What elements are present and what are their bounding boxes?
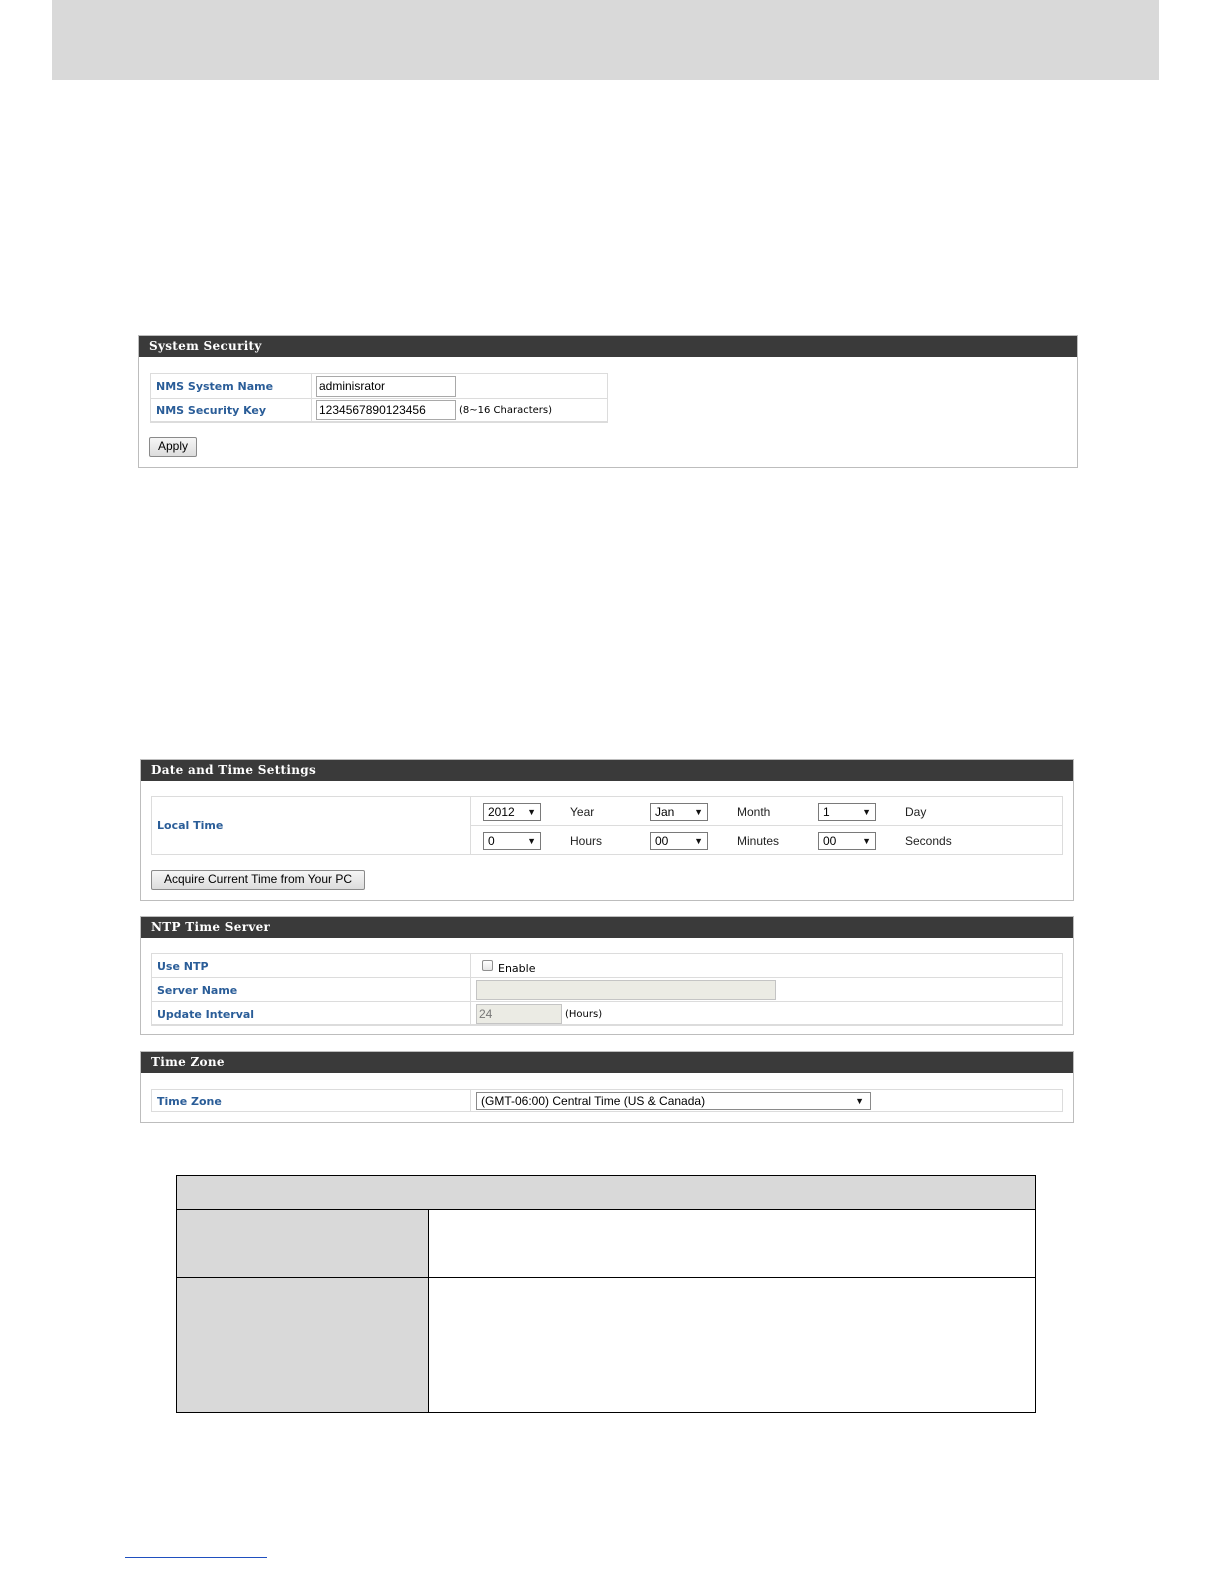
system-security-panel <box>138 335 1078 468</box>
time-zone-label: Time Zone <box>157 1095 222 1108</box>
column-divider <box>311 374 312 422</box>
use-ntp-checkbox[interactable] <box>482 960 493 971</box>
hours-value: 0 <box>488 834 495 848</box>
time-zone-value: (GMT-06:00) Central Time (US & Canada) <box>481 1094 706 1108</box>
description-text-column <box>429 1210 1035 1412</box>
day-value: 1 <box>823 805 830 819</box>
update-interval-row <box>152 1002 1062 1025</box>
enable-label: Enable <box>498 962 536 975</box>
key-length-hint: (8~16 Characters) <box>459 405 553 416</box>
chevron-down-icon: ▼ <box>862 807 871 817</box>
ntp-time-server-panel <box>140 916 1074 1035</box>
description-table-header <box>177 1176 1035 1210</box>
month-unit-label: Month <box>737 805 771 819</box>
nms-security-key-input[interactable]: 1234567890123456 <box>316 400 456 420</box>
column-divider <box>470 954 471 1025</box>
hours-select[interactable] <box>483 832 541 850</box>
nms-system-name-input[interactable]: adminisrator <box>316 376 456 397</box>
acquire-time-button[interactable]: Acquire Current Time from Your PC <box>151 870 365 890</box>
update-interval-label: Update Interval <box>157 1008 255 1021</box>
minutes-select[interactable] <box>650 832 708 850</box>
chevron-down-icon: ▼ <box>527 807 536 817</box>
time-zone-panel <box>140 1051 1074 1123</box>
month-select[interactable] <box>650 803 708 821</box>
seconds-value: 00 <box>823 834 837 848</box>
interval-unit-label: (Hours) <box>565 1009 603 1020</box>
chevron-down-icon: ▼ <box>862 836 871 846</box>
local-time-table <box>151 796 1063 855</box>
day-unit-label: Day <box>905 805 927 819</box>
server-name-label: Server Name <box>157 984 238 997</box>
system-security-title: System Security <box>139 336 1077 357</box>
seconds-unit-label: Seconds <box>905 834 952 848</box>
nms-system-name-label: NMS System Name <box>156 380 274 393</box>
use-ntp-row <box>152 954 1062 978</box>
nms-security-key-label: NMS Security Key <box>156 404 267 417</box>
chevron-down-icon: ▼ <box>855 1096 864 1106</box>
description-table <box>176 1175 1036 1413</box>
row-divider <box>470 825 1062 826</box>
use-ntp-label: Use NTP <box>157 960 209 973</box>
date-time-settings-title: Date and Time Settings <box>141 760 1073 781</box>
local-time-label: Local Time <box>157 819 224 832</box>
ntp-time-server-title: NTP Time Server <box>141 917 1073 938</box>
row-divider <box>177 1277 1035 1278</box>
description-label-column <box>177 1210 429 1412</box>
hours-unit-label: Hours <box>570 834 603 848</box>
day-select[interactable] <box>818 803 876 821</box>
seconds-select[interactable] <box>818 832 876 850</box>
chevron-down-icon: ▼ <box>527 836 536 846</box>
time-zone-select[interactable] <box>476 1092 871 1110</box>
minutes-value: 00 <box>655 834 669 848</box>
year-value: 2012 <box>488 805 515 819</box>
date-time-settings-panel <box>140 759 1074 901</box>
month-value: Jan <box>655 805 675 819</box>
time-zone-table <box>151 1089 1063 1112</box>
update-interval-input[interactable]: 24 <box>476 1004 562 1024</box>
time-zone-title: Time Zone <box>141 1052 1073 1073</box>
system-security-form <box>150 373 608 423</box>
year-select[interactable] <box>483 803 541 821</box>
chevron-down-icon: ▼ <box>694 836 703 846</box>
ntp-table <box>151 953 1063 1026</box>
apply-button[interactable]: Apply <box>149 437 197 457</box>
chevron-down-icon: ▼ <box>694 807 703 817</box>
column-divider <box>470 1090 471 1111</box>
server-name-input[interactable] <box>476 980 776 1000</box>
footer-link-underline <box>125 1557 267 1558</box>
year-unit-label: Year <box>570 805 595 819</box>
minutes-unit-label: Minutes <box>737 834 780 848</box>
top-header-band <box>52 0 1159 80</box>
